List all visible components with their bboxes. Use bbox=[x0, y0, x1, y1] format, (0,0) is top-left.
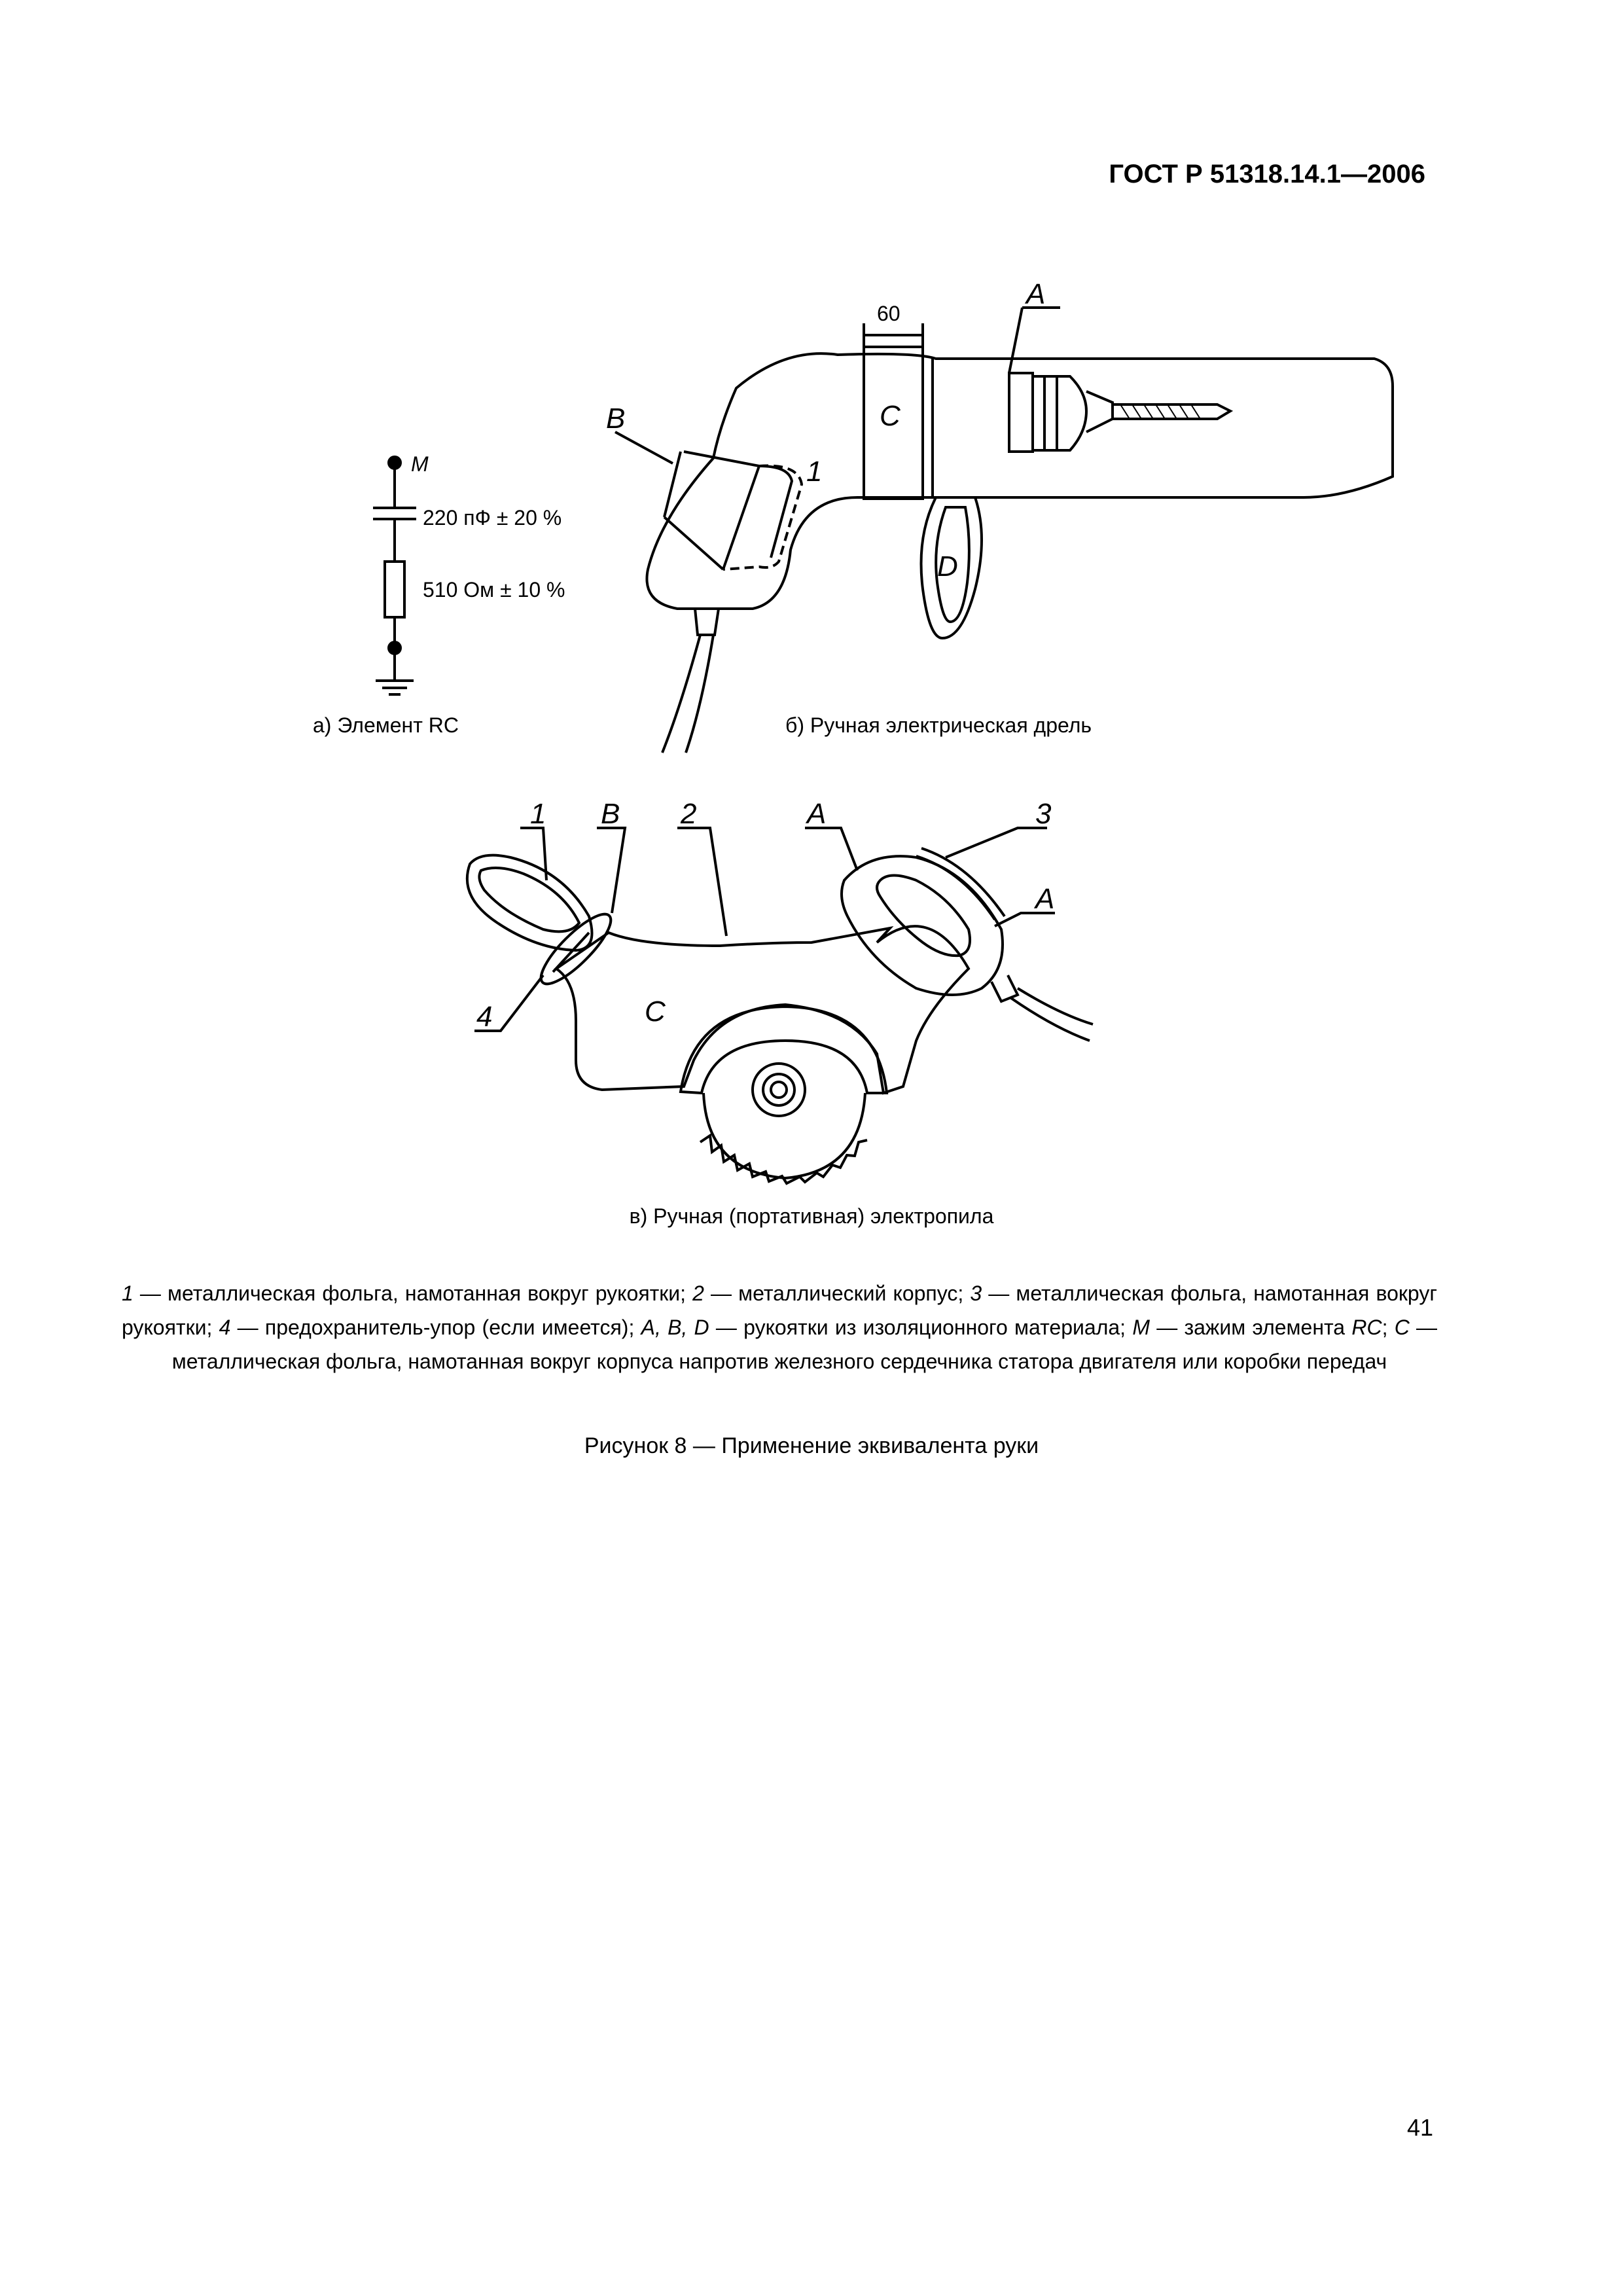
drill-chuck-collar bbox=[1009, 373, 1033, 452]
saw-cord-plug bbox=[991, 975, 1018, 1001]
leader-a-top bbox=[805, 828, 857, 870]
page-number: 41 bbox=[1406, 2114, 1433, 2141]
capacitor-label: 220 пФ ± 20 % bbox=[423, 506, 562, 529]
legend-text-7: ; bbox=[1382, 1316, 1395, 1339]
document-header: ГОСТ Р 51318.14.1—2006 bbox=[1109, 160, 1425, 188]
legend-text-1: — металлическая фольга, намотанная вокруг рукоятки; bbox=[133, 1282, 693, 1305]
rc-element-diagram bbox=[373, 452, 565, 694]
caption-hand-drill: б) Ручная электрическая дрель bbox=[785, 713, 1092, 737]
junction-dot bbox=[389, 642, 401, 654]
saw-label-1: 1 bbox=[530, 798, 546, 830]
saw-label-4: 4 bbox=[476, 1001, 493, 1033]
hand-drill-drawing bbox=[606, 278, 1393, 753]
blade-nut-outer bbox=[753, 1064, 805, 1116]
drill-label-1: 1 bbox=[806, 456, 823, 488]
foil-band-3 bbox=[916, 848, 1005, 920]
drill-cord bbox=[662, 635, 713, 753]
legend-num-2: 2 bbox=[692, 1282, 704, 1305]
saw-label-c: C bbox=[645, 996, 666, 1028]
saw-label-2: 2 bbox=[681, 798, 697, 830]
resistor-symbol bbox=[385, 562, 404, 617]
saw-label-3: 3 bbox=[1035, 798, 1052, 830]
leader-1 bbox=[520, 828, 546, 880]
saw-label-b: B bbox=[601, 798, 620, 830]
blade-nut bbox=[763, 1074, 794, 1105]
legend-text-4: — предохранитель-упор (если имеется); bbox=[230, 1316, 641, 1339]
saw-label-a-top: A bbox=[807, 798, 827, 830]
portable-saw-drawing bbox=[467, 798, 1093, 1183]
legend-text-6: — зажим элемента bbox=[1149, 1316, 1352, 1339]
legend-text-8: — металлическая фольга, намотанная вокруг корпуса напротив железного сердечника статора двигателя или коробки передач bbox=[171, 1316, 1438, 1373]
leader-2 bbox=[677, 828, 726, 936]
caption-portable-saw: в) Ручная (портативная) электропила bbox=[629, 1204, 994, 1228]
drill-label-b: B bbox=[606, 403, 626, 435]
leader-3 bbox=[946, 828, 1047, 857]
legend-abd: A, B, D bbox=[641, 1316, 709, 1339]
legend-num-4: 4 bbox=[219, 1316, 231, 1339]
saw-blade-teeth bbox=[700, 1136, 867, 1183]
drill-chuck bbox=[1033, 376, 1086, 450]
leader-b bbox=[597, 828, 625, 913]
saw-label-a-right: A bbox=[1035, 883, 1055, 915]
rc-node-label: M bbox=[411, 452, 429, 476]
legend-m: M bbox=[1132, 1316, 1150, 1339]
drill-label-c: C bbox=[880, 400, 901, 432]
legend-text-3: — металлическая фольга, намотанная вокруг рукоятки; bbox=[122, 1282, 1438, 1339]
dimension-60-label: 60 bbox=[877, 302, 901, 325]
drill-cord-plug bbox=[695, 609, 719, 635]
figure-title: Рисунок 8 — Применение эквивалента руки bbox=[584, 1433, 1039, 1458]
legend-num-1: 1 bbox=[122, 1282, 134, 1305]
caption-rc-element: а) Элемент RC bbox=[313, 713, 459, 737]
handle-b-wrap bbox=[664, 452, 759, 569]
legend-text-2: — металлический корпус; bbox=[704, 1282, 971, 1305]
drill-label-d: D bbox=[937, 550, 958, 583]
drill-body-outline bbox=[647, 353, 1393, 609]
legend-rc: RC bbox=[1351, 1316, 1382, 1339]
leader-a-drill bbox=[1009, 308, 1022, 373]
legend-text-5: — рукоятки из изоляционного материала; bbox=[709, 1316, 1133, 1339]
resistor-label: 510 Ом ± 10 % bbox=[423, 578, 565, 601]
legend-num-3: 3 bbox=[970, 1282, 982, 1305]
figure-legend bbox=[122, 1276, 1437, 1378]
legend-c: C bbox=[1394, 1316, 1410, 1339]
saw-guard bbox=[681, 1007, 887, 1093]
drill-label-a: A bbox=[1026, 278, 1046, 310]
saw-cord bbox=[1011, 988, 1093, 1041]
